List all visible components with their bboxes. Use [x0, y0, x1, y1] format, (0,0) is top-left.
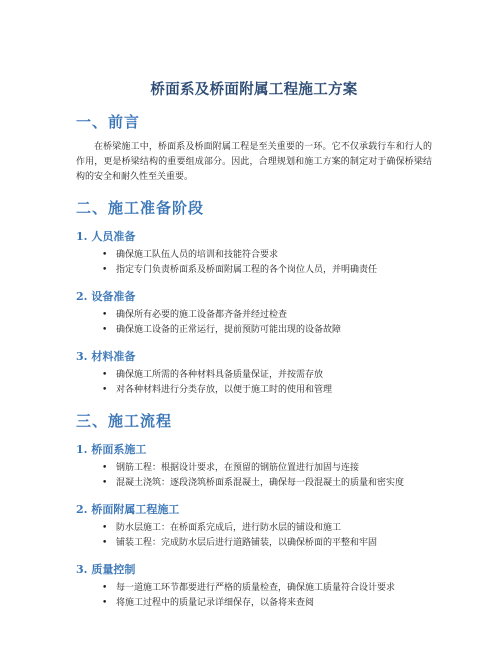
deck-system-list	[76, 461, 432, 491]
subsection-heading-deck-ancillary: 2. 桥面附属工程施工	[76, 503, 180, 516]
bullet-icon: •	[102, 385, 108, 395]
bullet-icon: •	[102, 523, 108, 533]
list-item: • 将施工过程中的质量记录详细保存，以备将来查阅	[76, 596, 432, 611]
list-item: • 确保施工队伍人员的培训和技能符合要求	[76, 248, 432, 263]
bullet-icon: •	[102, 598, 108, 608]
document-title: 桥面系及桥面附属工程施工方案	[150, 81, 358, 98]
bullet-icon: •	[102, 538, 108, 548]
subsection-heading-deck-system: 1. 桥面系施工	[76, 443, 147, 456]
list-item: • 混凝土浇筑：逐段浇筑桥面系混凝土，确保每一段混凝土的质量和密实度	[76, 476, 432, 491]
bullet-icon: •	[102, 370, 108, 380]
intro-paragraph: 在桥梁施工中，桥面系及桥面附属工程是至关重要的一环。它不仅承载行车和行人的作用，更是桥梁结构的重要组成部分。因此，合理规划和施工方案的制定对于确保桥梁结构的安全和耐久性至关重要。	[76, 142, 432, 182]
list-item: • 指定专门负责桥面系及桥面附属工程的各个岗位人员，并明确责任	[76, 263, 432, 278]
bullet-icon: •	[102, 463, 108, 473]
list-item: • 铺装工程：完成防水层后进行道路铺装，以确保桥面的平整和牢固	[76, 536, 432, 551]
subsection-heading-quality-control: 3. 质量控制	[76, 563, 136, 576]
equipment-list	[76, 308, 432, 338]
quality-control-list	[76, 581, 432, 611]
section-heading-preparation: 二、施工准备阶段	[76, 199, 205, 217]
list-item: • 确保施工设备的正常运行，提前预防可能出现的设备故障	[76, 323, 432, 338]
subsection-heading-equipment: 2. 设备准备	[76, 290, 136, 303]
bullet-icon: •	[102, 265, 108, 275]
bullet-icon: •	[102, 583, 108, 593]
bullet-icon: •	[102, 250, 108, 260]
list-item: • 钢筋工程：根据设计要求，在预留的钢筋位置进行加固与连接	[76, 461, 432, 476]
materials-list	[76, 368, 432, 398]
section-heading-process: 三、施工流程	[76, 412, 173, 430]
list-item: • 确保所有必要的施工设备都齐备并经过检查	[76, 308, 432, 323]
section-heading-intro: 一、前言	[76, 113, 141, 131]
list-item: • 对各种材料进行分类存放，以便于施工时的使用和管理	[76, 383, 432, 398]
bullet-icon: •	[102, 310, 108, 320]
list-item: • 防水层施工：在桥面系完成后，进行防水层的铺设和施工	[76, 521, 432, 536]
bullet-icon: •	[102, 325, 108, 335]
bullet-icon: •	[102, 478, 108, 488]
subsection-heading-personnel: 1. 人员准备	[76, 230, 136, 243]
list-item: • 确保施工所需的各种材料具备质量保证，并按需存放	[76, 368, 432, 383]
deck-ancillary-list	[76, 521, 432, 551]
list-item: • 每一道施工环节都要进行严格的质量检查，确保施工质量符合设计要求	[76, 581, 432, 596]
subsection-heading-materials: 3. 材料准备	[76, 350, 136, 363]
personnel-list	[76, 248, 432, 278]
